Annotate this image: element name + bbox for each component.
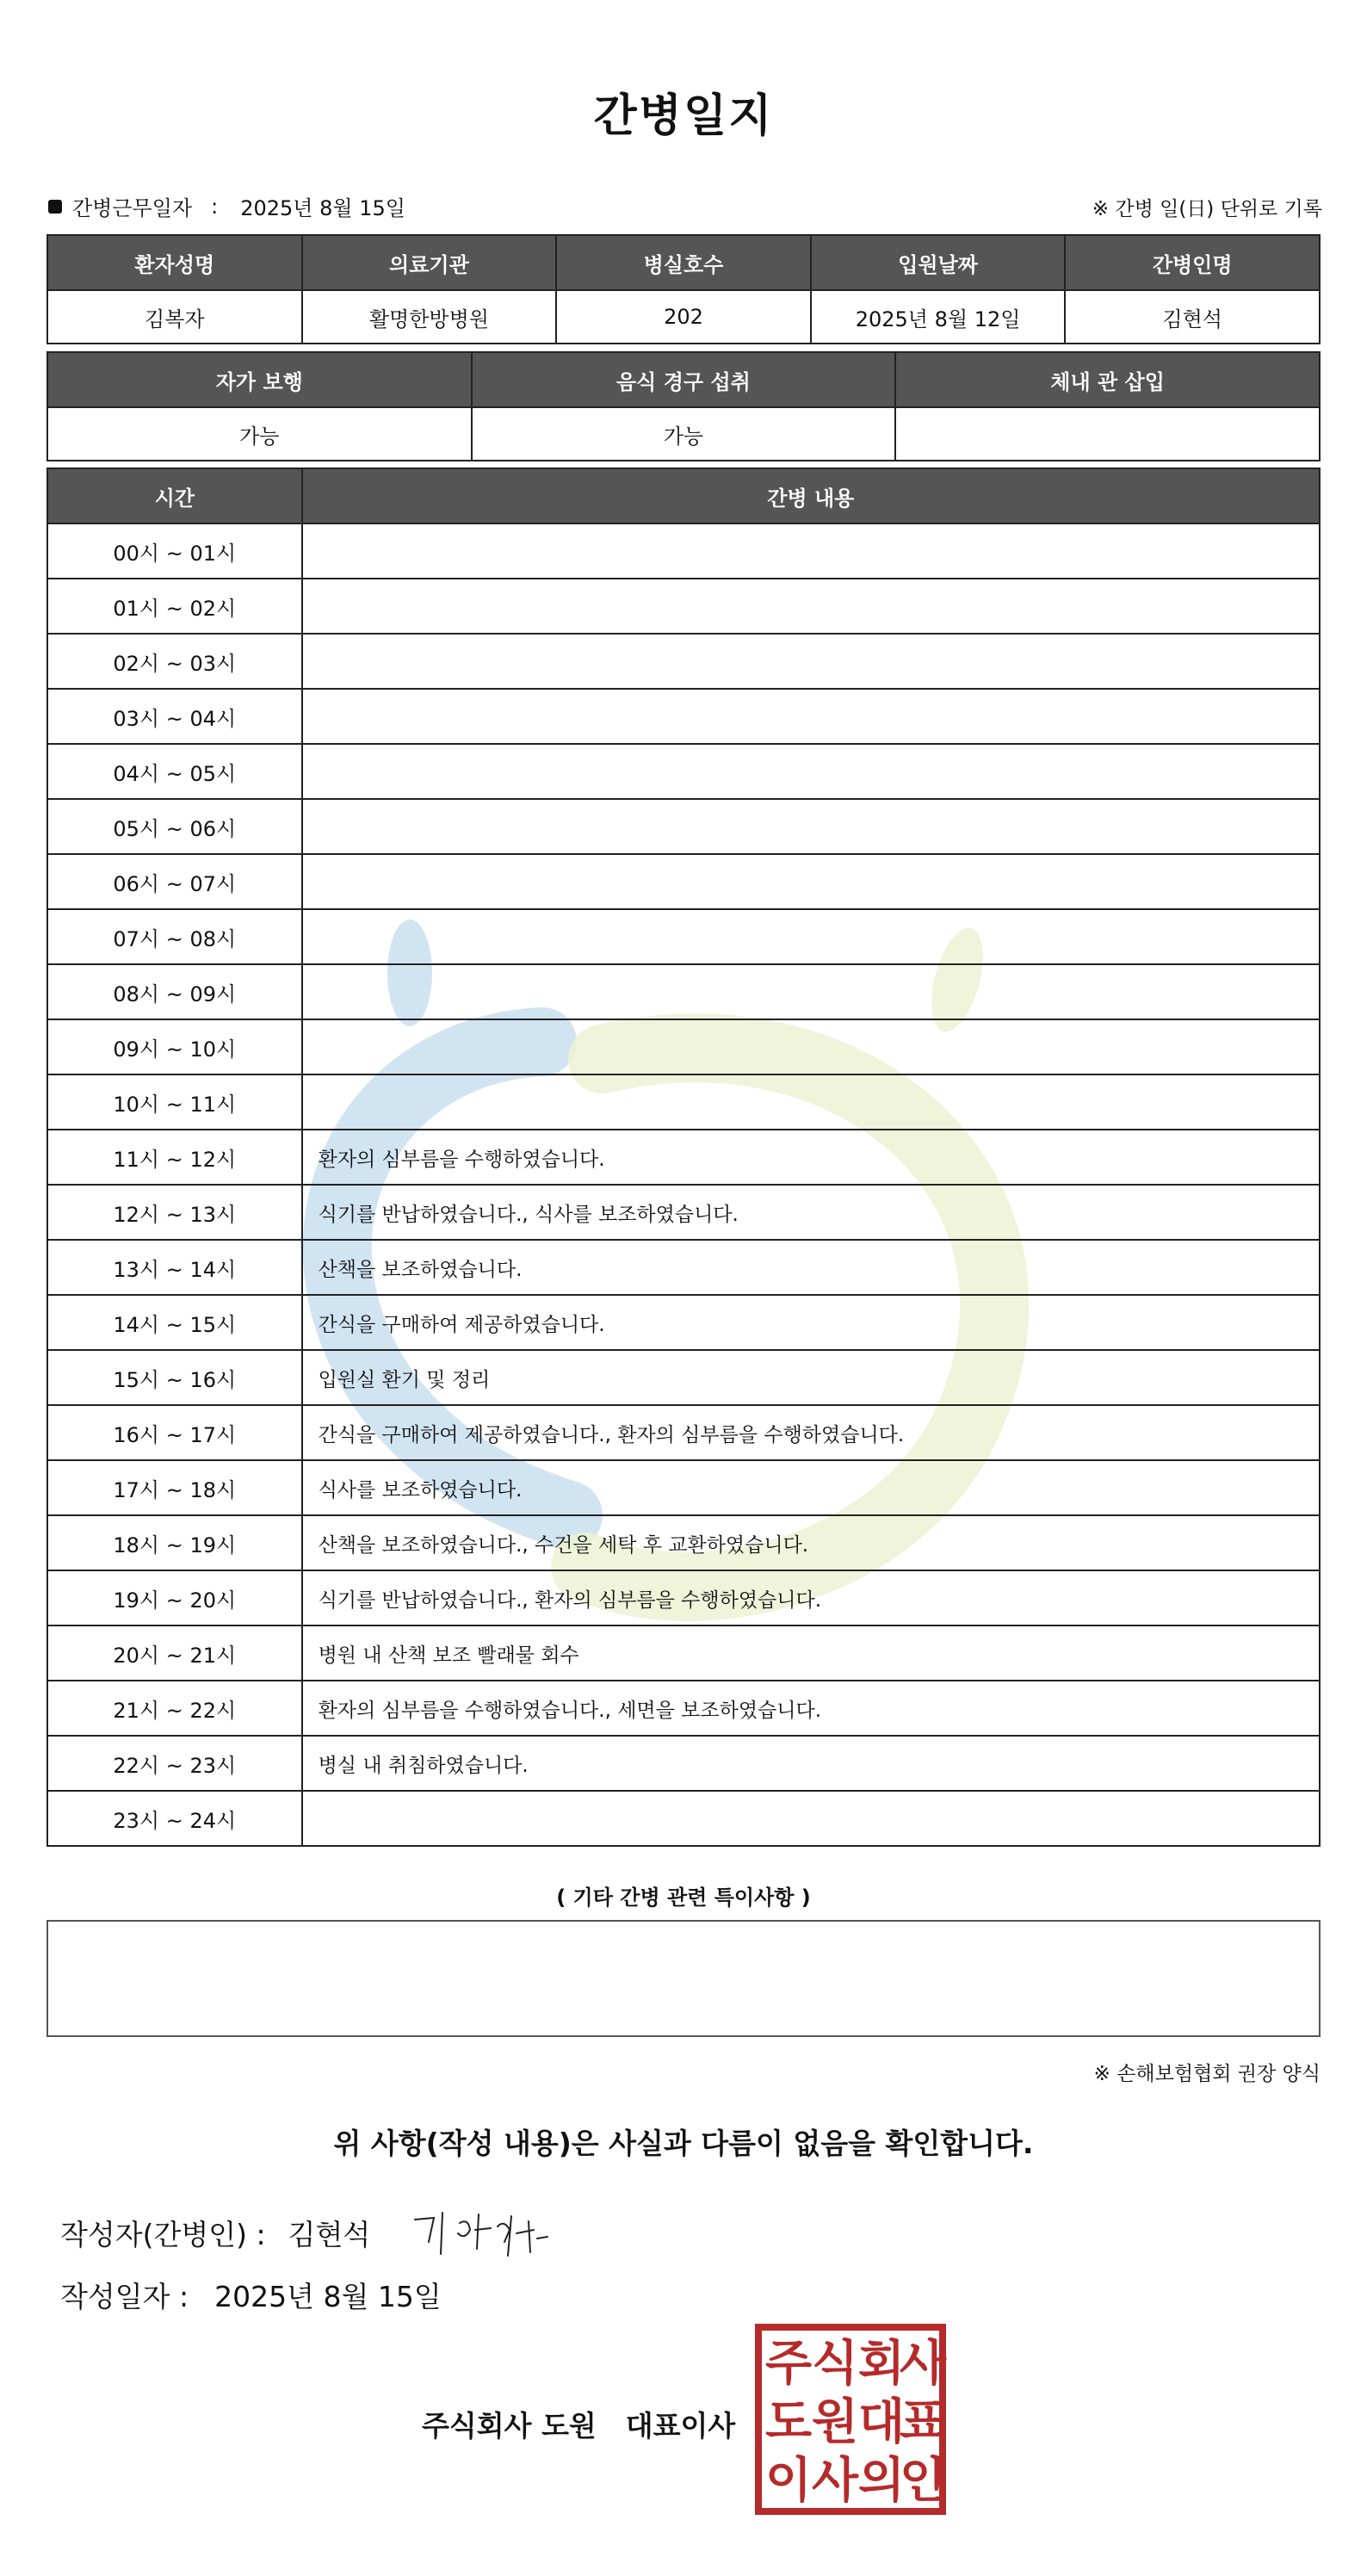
care-content-cell: [302, 523, 1320, 579]
writer-line: [60, 2213, 370, 2253]
header-time: 시간: [47, 468, 302, 523]
care-content-cell: [302, 1074, 1320, 1130]
time-cell: 23시 ~ 24시: [47, 1791, 302, 1846]
time-cell: 11시 ~ 12시: [47, 1130, 302, 1185]
svg-text:표: 표: [899, 2394, 947, 2450]
care-content-cell: [302, 964, 1320, 1019]
square-bullet-icon: [48, 200, 62, 214]
header-admission-date: 입원날짜: [811, 235, 1066, 290]
table-row: [47, 1570, 1320, 1625]
time-cell: 14시 ~ 15시: [47, 1295, 302, 1350]
header-caregiver-name: 간병인명: [1065, 235, 1320, 290]
care-content-cell: 병원 내 산책 보조 빨래물 회수: [302, 1625, 1320, 1681]
caregiver-name: 김현석: [1065, 290, 1320, 344]
svg-text:식: 식: [811, 2336, 859, 2392]
svg-text:이: 이: [764, 2453, 813, 2509]
document-title: 간병일지: [593, 90, 774, 142]
time-cell: 13시 ~ 14시: [47, 1240, 302, 1295]
time-cell: 12시 ~ 13시: [47, 1185, 302, 1240]
table-row: [47, 1460, 1320, 1515]
patient-name: 김복자: [47, 290, 302, 344]
care-schedule-table: [46, 468, 1321, 1847]
header-care-content: 간병 내용: [302, 468, 1320, 523]
time-cell: 19시 ~ 20시: [47, 1570, 302, 1625]
handwritten-signature: [408, 2204, 554, 2264]
room-number: 202: [556, 290, 811, 344]
svg-text:의: 의: [857, 2453, 906, 2509]
header-room: 병실호수: [556, 235, 811, 290]
time-cell: 10시 ~ 11시: [47, 1074, 302, 1130]
patient-info-table: [46, 234, 1321, 344]
time-cell: 01시 ~ 02시: [47, 579, 302, 634]
table-row: [47, 1130, 1320, 1185]
time-cell: 07시 ~ 08시: [47, 909, 302, 964]
table-row: [47, 909, 1320, 964]
svg-text:사: 사: [811, 2453, 859, 2509]
table-row: [47, 854, 1320, 909]
svg-text:도: 도: [764, 2394, 813, 2450]
time-cell: 02시 ~ 03시: [47, 634, 302, 689]
care-content-cell: [302, 909, 1320, 964]
time-cell: 16시 ~ 17시: [47, 1405, 302, 1460]
time-cell: 05시 ~ 06시: [47, 799, 302, 854]
walking-status: 가능: [47, 407, 472, 461]
table-row: [47, 1736, 1320, 1791]
tube-insertion-status: [895, 407, 1320, 461]
svg-text:원: 원: [811, 2394, 859, 2450]
svg-text:주: 주: [764, 2336, 813, 2392]
svg-text:대: 대: [857, 2394, 906, 2450]
oral-intake-status: 가능: [472, 407, 896, 461]
care-content-cell: 식기를 반납하였습니다., 환자의 심부름을 수행하였습니다.: [302, 1570, 1320, 1625]
company-line: [422, 2404, 735, 2444]
care-content-cell: [302, 689, 1320, 744]
table-row: [47, 744, 1320, 799]
table-row: [47, 1019, 1320, 1074]
care-content-cell: 식사를 보조하였습니다.: [302, 1460, 1320, 1515]
header-walking: 자가 보행: [47, 352, 472, 407]
time-cell: 08시 ~ 09시: [47, 964, 302, 1019]
table-row: [47, 1791, 1320, 1846]
writer-name: 김현석: [288, 2218, 371, 2251]
time-cell: 00시 ~ 01시: [47, 523, 302, 579]
table-row: [47, 1681, 1320, 1736]
write-date-label: 작성일자 :: [60, 2280, 189, 2313]
care-content-cell: 병실 내 취침하였습니다.: [302, 1736, 1320, 1791]
header-institution: 의료기관: [302, 235, 557, 290]
svg-text:회: 회: [857, 2336, 906, 2392]
care-content-cell: 식기를 반납하였습니다., 식사를 보조하였습니다.: [302, 1185, 1320, 1240]
table-row: [47, 1515, 1320, 1570]
header-tube-insertion: 체내 관 삽입: [895, 352, 1320, 407]
institution: 활명한방병원: [302, 290, 557, 344]
svg-text:인: 인: [899, 2453, 947, 2509]
care-content-cell: [302, 579, 1320, 634]
representative-title: 대표이사: [625, 2409, 736, 2443]
header-oral-intake: 음식 경구 섭취: [472, 352, 896, 407]
writer-label: 작성자(간병인) :: [60, 2218, 266, 2251]
care-content-cell: [302, 1019, 1320, 1074]
care-content-cell: 입원실 환기 및 정리: [302, 1350, 1320, 1405]
time-cell: 20시 ~ 21시: [47, 1625, 302, 1681]
time-cell: 21시 ~ 22시: [47, 1681, 302, 1736]
header-patient-name: 환자성명: [47, 235, 302, 290]
write-date-value: 2025년 8월 15일: [214, 2280, 442, 2313]
table-row: [47, 1405, 1320, 1460]
table-row: [47, 634, 1320, 689]
table-row: [47, 579, 1320, 634]
patient-status-table: [46, 351, 1321, 461]
table-row: [47, 1074, 1320, 1130]
time-cell: 03시 ~ 04시: [47, 689, 302, 744]
table-row: [47, 1295, 1320, 1350]
care-content-cell: [302, 634, 1320, 689]
care-content-cell: 간식을 구매하여 제공하였습니다., 환자의 심부름을 수행하였습니다.: [302, 1405, 1320, 1460]
work-date-line: [48, 191, 405, 221]
time-cell: 09시 ~ 10시: [47, 1019, 302, 1074]
work-date-colon: :: [211, 194, 219, 219]
table-row: [47, 1185, 1320, 1240]
table-row: [47, 964, 1320, 1019]
table-row: [47, 799, 1320, 854]
care-content-cell: 산책을 보조하였습니다., 수건을 세탁 후 교환하였습니다.: [302, 1515, 1320, 1570]
time-cell: 06시 ~ 07시: [47, 854, 302, 909]
table-row: [47, 1240, 1320, 1295]
svg-text:사: 사: [899, 2336, 947, 2392]
unit-note: ※ 간병 일(日) 단위로 기록: [1092, 198, 1322, 220]
care-content-cell: [302, 744, 1320, 799]
care-content-cell: 간식을 구매하여 제공하였습니다.: [302, 1295, 1320, 1350]
care-content-cell: [302, 854, 1320, 909]
care-content-cell: 환자의 심부름을 수행하였습니다.: [302, 1130, 1320, 1185]
time-cell: 04시 ~ 05시: [47, 744, 302, 799]
work-date-label: 간병근무일자: [72, 196, 193, 220]
care-content-cell: 산책을 보조하였습니다.: [302, 1240, 1320, 1295]
table-row: [47, 1625, 1320, 1681]
company-seal-stamp: [754, 2323, 947, 2516]
time-cell: 17시 ~ 18시: [47, 1460, 302, 1515]
time-cell: 15시 ~ 16시: [47, 1350, 302, 1405]
insurance-note: ※ 손해보험협회 권장 양식: [1093, 2063, 1321, 2085]
table-row: [47, 689, 1320, 744]
time-cell: 18시 ~ 19시: [47, 1515, 302, 1570]
company-name: 주식회사 도원: [422, 2409, 597, 2443]
admission-date: 2025년 8월 12일: [811, 290, 1066, 344]
table-row: [47, 1350, 1320, 1405]
notes-heading: ( 기타 간병 관련 특이사항 ): [556, 1886, 811, 1910]
care-content-cell: [302, 1791, 1320, 1846]
table-row: [47, 523, 1320, 579]
care-content-cell: 환자의 심부름을 수행하였습니다., 세면을 보조하였습니다.: [302, 1681, 1320, 1736]
care-content-cell: [302, 799, 1320, 854]
write-date-line: [60, 2275, 442, 2315]
time-cell: 22시 ~ 23시: [47, 1736, 302, 1791]
notes-box: [46, 1920, 1321, 2037]
work-date-value: 2025년 8월 15일: [240, 196, 405, 220]
confirmation-statement: 위 사항(작성 내용)은 사실과 다름이 없음을 확인합니다.: [333, 2127, 1034, 2160]
